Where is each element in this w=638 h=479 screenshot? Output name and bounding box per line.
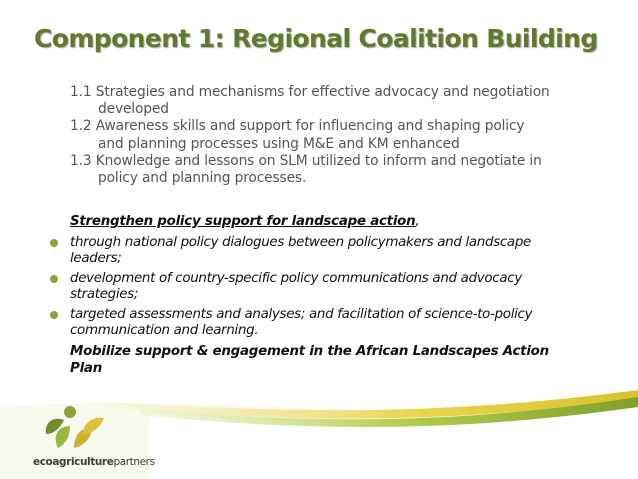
bullet-text: targeted assessments and analyses; and facilitation of science-to-policy communication and learning. [70,307,533,338]
bullet-dot-icon [50,275,58,283]
leaf-logo-icon [36,404,108,454]
bullet-item [50,271,570,303]
brand-bold: ecoagriculture [33,456,114,468]
strategy-heading [70,213,570,230]
strategy-bullets [70,235,570,339]
brand-logo [33,456,155,468]
outcome-item-3: 1.3 Knowledge and lessons on SLM utilized to inform and negotiate in policy and planning processes. [70,152,542,187]
strategy-section [70,213,570,377]
bullet-text: development of country-specific policy communications and advocacy strategies; [70,271,522,302]
outcome-item-1: 1.1 Strategies and mechanisms for effective advocacy and negotiation developed [70,84,550,118]
strategy-heading-suffix: , [415,214,420,229]
brand-regular: partners [113,456,155,468]
bullet-text: through national policy dialogues between policymakers and landscape leaders; [70,235,531,266]
closing-statement: Mobilize support & engagement in the African Landscapes Action Plan [70,344,549,376]
bullet-item [50,307,570,339]
bullet-dot-icon [50,239,58,247]
strategy-heading-text: Strengthen policy support for landscape action [70,214,416,229]
outcome-item-2: 1.2 Awareness skills and support for influencing and shaping policy and planning processes using M&E and KM enhanced [70,118,525,152]
bullet-dot-icon [50,311,58,319]
outcome-list [70,84,550,187]
slide-title: Component 1: Regional Coalition Building [34,24,598,53]
bullet-item [50,235,570,267]
